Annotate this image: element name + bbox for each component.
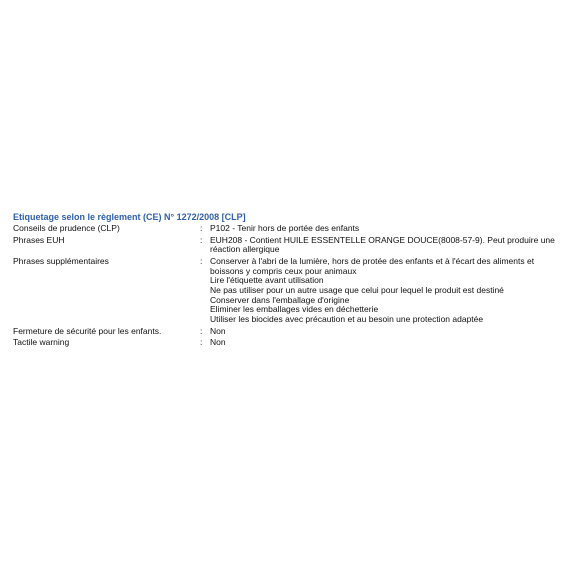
row-value: [210, 236, 569, 255]
row-separator: :: [200, 325, 203, 336]
clp-labelling-section: [13, 211, 569, 348]
value-line: EUH208 - Contient HUILE ESSENTELLE ORANGE DOUCE(8008-57-9). Peut produire une: [210, 234, 555, 245]
value-line: Utiliser les biocides avec précaution et au besoin une protection adaptée: [210, 313, 484, 324]
value-line: Conserver à l'abri de la lumière, hors de protée des enfants et à l'écart des aliments et: [210, 256, 535, 267]
row-euh-phrases: [13, 236, 569, 255]
value-line: Non: [210, 325, 226, 336]
value-line: Conserver dans l'emballage d'origine: [210, 294, 350, 305]
row-value: [210, 327, 569, 337]
row-value: [210, 224, 569, 234]
value-line: Lire l'étiquette avant utilisation: [210, 275, 324, 286]
value-line: boissons y compris ceux pour animaux: [210, 265, 357, 276]
value-line: Eliminer les emballages vides en déchetterie: [210, 304, 379, 315]
value-line: Non: [210, 337, 226, 348]
value-line: P102 - Tenir hors de portée des enfants: [210, 223, 360, 233]
row-supplementary-phrases: [13, 257, 569, 324]
row-label: Tactile warning: [13, 337, 70, 348]
row-tactile-warning: [13, 338, 569, 348]
value-line: réaction allergique: [210, 244, 280, 255]
row-label: Phrases EUH: [13, 234, 65, 245]
section-heading: Etiquetage selon le règlement (CE) N° 1272/2008 [CLP]: [13, 212, 246, 222]
row-value: [210, 257, 569, 324]
row-precautionary-statements: [13, 224, 569, 234]
row-separator: :: [200, 223, 203, 233]
row-label: Fermeture de sécurité pour les enfants.: [13, 325, 162, 336]
row-label: Conseils de prudence (CLP): [13, 223, 120, 233]
row-separator: :: [200, 234, 203, 245]
row-separator: :: [200, 337, 203, 348]
value-line: Ne pas utiliser pour un autre usage que celui pour lequel le produit est destiné: [210, 284, 504, 295]
row-separator: :: [200, 256, 203, 267]
row-label: Phrases supplémentaires: [13, 256, 109, 267]
row-value: [210, 338, 569, 348]
row-child-safety-closure: [13, 327, 569, 337]
